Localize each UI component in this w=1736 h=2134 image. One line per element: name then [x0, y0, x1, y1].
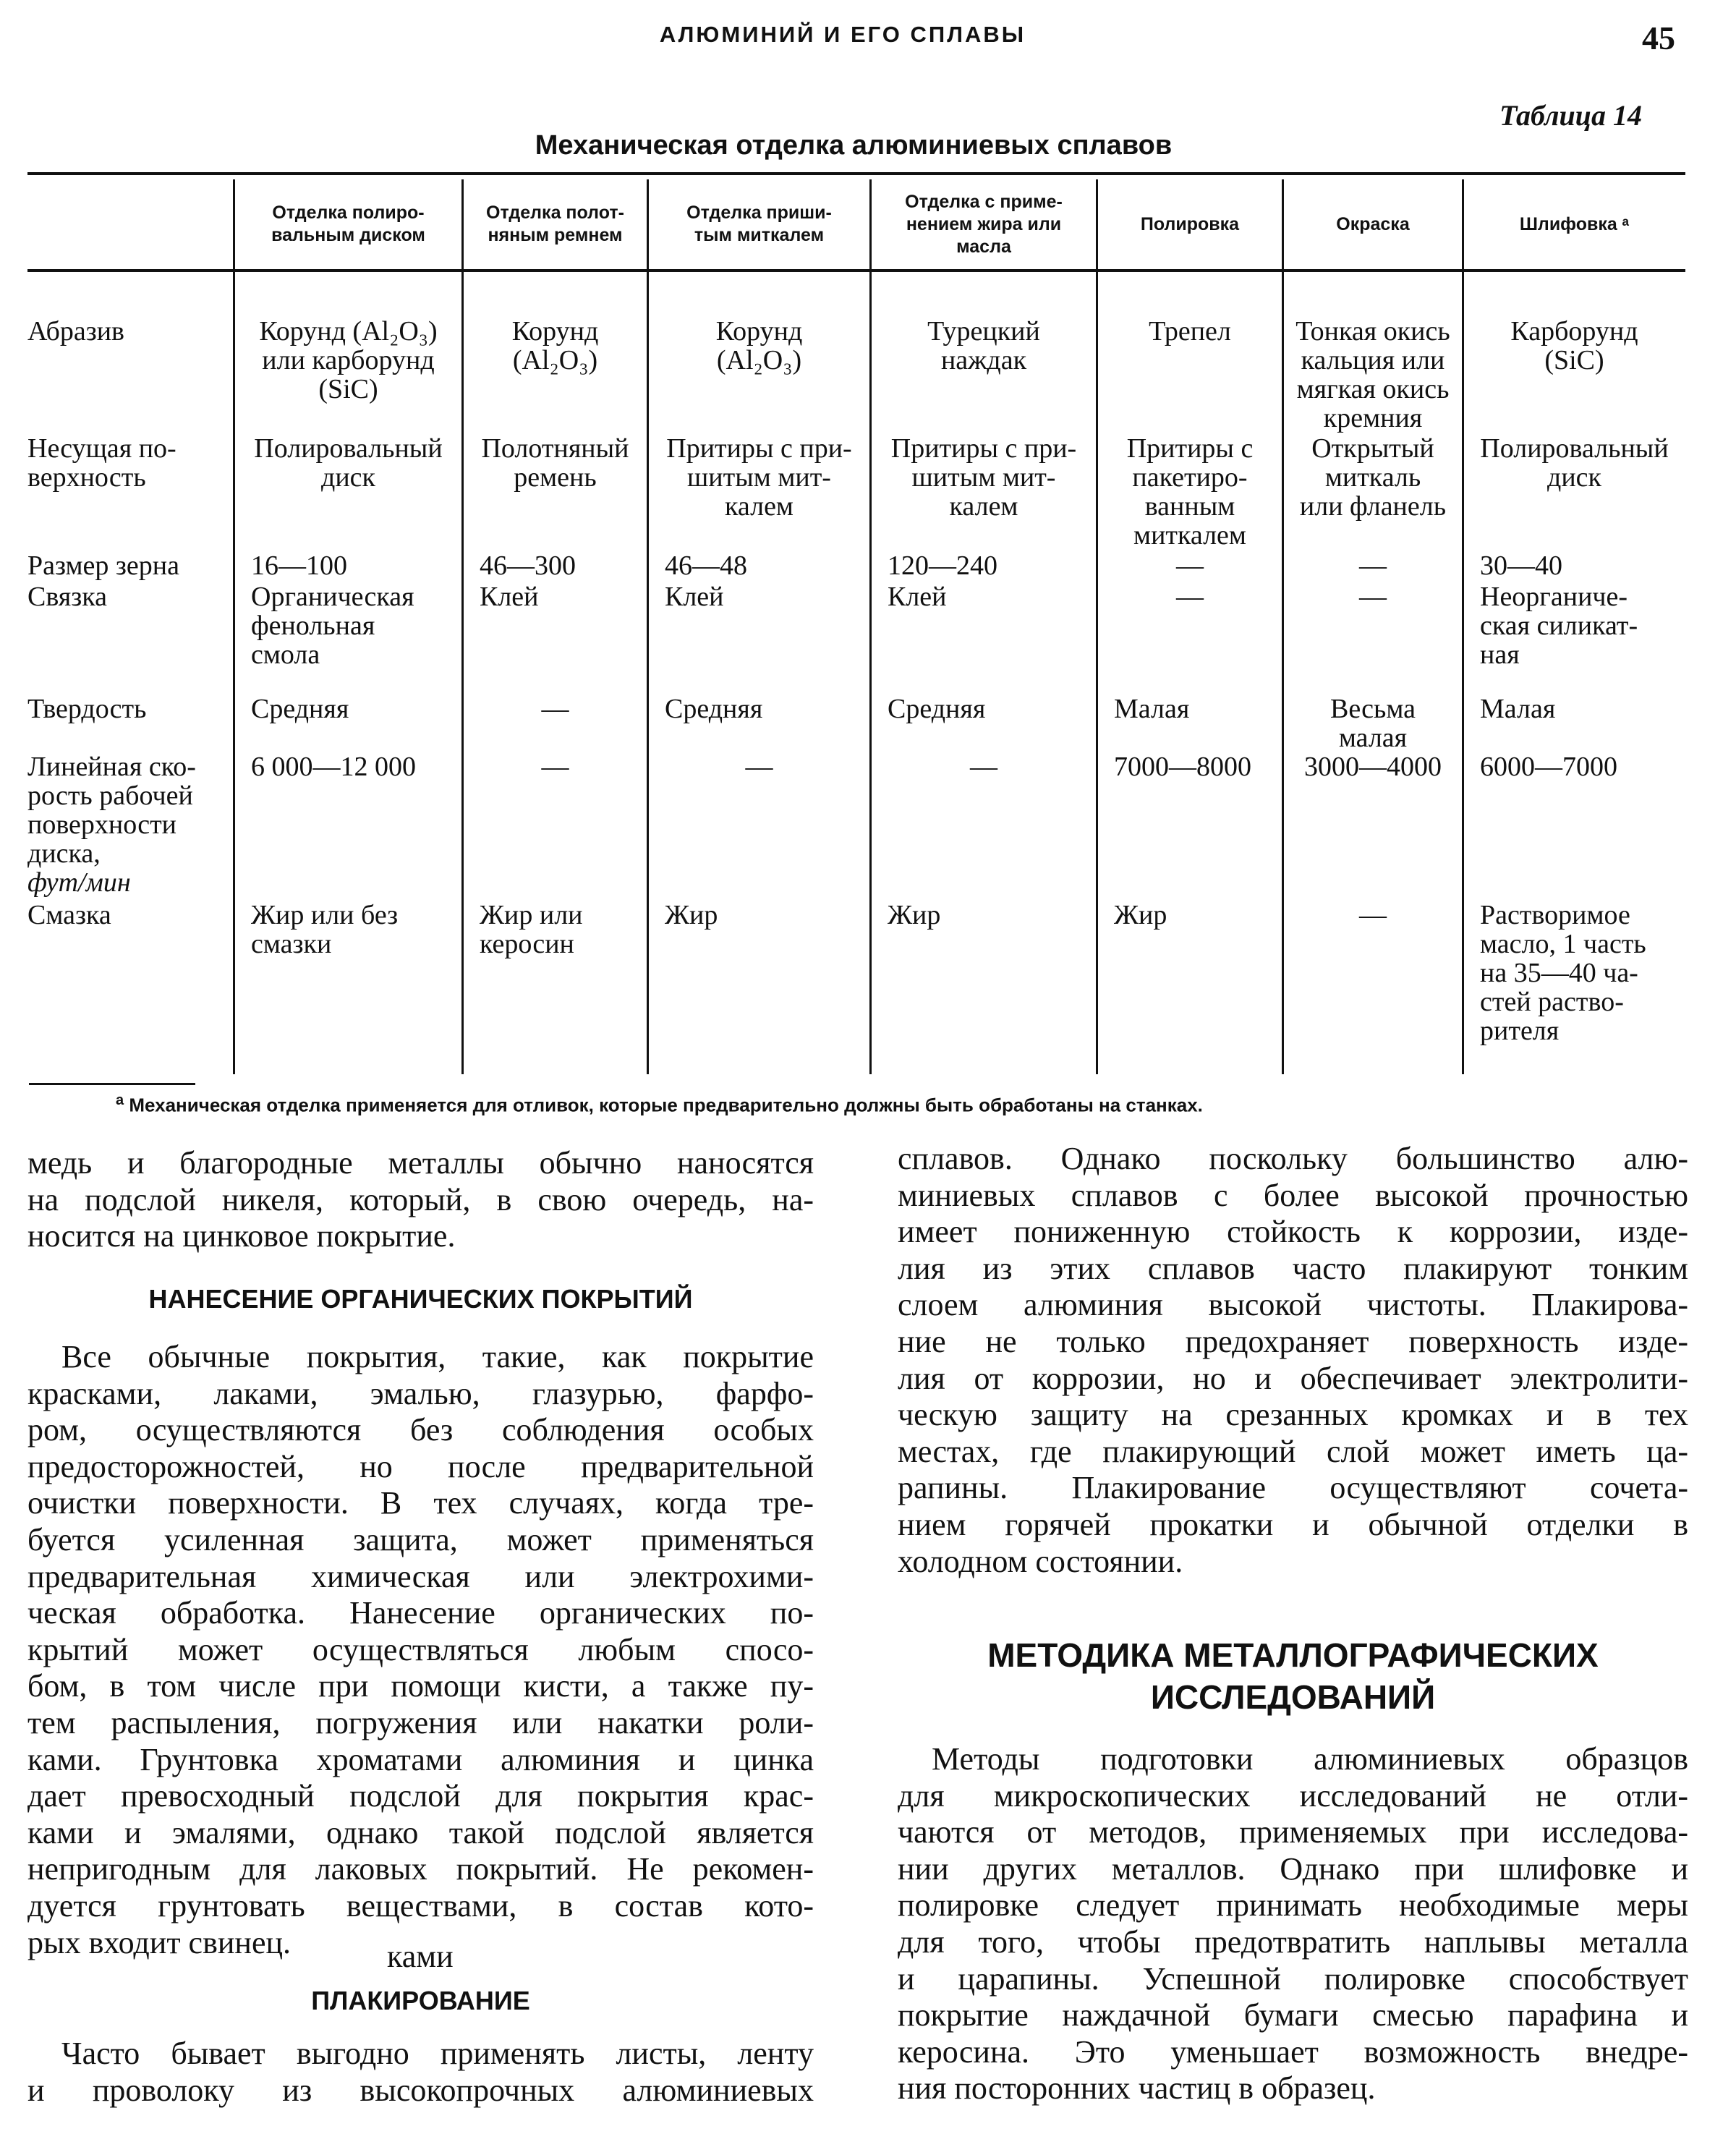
text-line: предварительная химическая или электрохими-	[27, 1559, 814, 1594]
table-cell: Карборунд (SiC)	[1510, 316, 1638, 375]
text-line: рых входит свинец.	[27, 1925, 292, 1960]
table-number: Таблица 14	[1499, 99, 1642, 132]
column-header: Полировка	[1140, 213, 1240, 234]
table-cell: Жир	[1114, 900, 1167, 930]
table-cell: —	[1359, 900, 1387, 930]
table-title: Механическая отделка алюминиевых сплавов	[535, 130, 1173, 161]
text-line: предосторожностей, но после предварительной	[27, 1449, 814, 1484]
table-cell: Корунд (Al₂O₃)	[511, 316, 599, 375]
text-line: и царапины. Успешной полировке способствует	[898, 1961, 1688, 1997]
table-cell: Трепел	[1149, 316, 1231, 347]
table-cell: —	[745, 752, 773, 782]
column-divider	[1282, 179, 1284, 1074]
table-top-rule	[27, 172, 1685, 175]
table-cell: 3000—4000	[1304, 752, 1442, 782]
table-cell: Притиры с при- шитым мит- калем	[890, 433, 1077, 522]
text-line: ром, осуществляются без соблюдения особых	[27, 1412, 814, 1448]
table-cell: —	[970, 752, 997, 782]
row-label	[27, 582, 233, 611]
text-line: Все обычные покрытия, такие, как покрытие	[61, 1339, 814, 1374]
text-line: тем распыления, погружения или накатки роли-	[27, 1705, 814, 1740]
table-cell: Турецкий наждак	[927, 316, 1040, 375]
table-cell: Жир	[888, 900, 941, 930]
row-label-text: Твердость	[27, 694, 147, 724]
table-cell: Органическая фенольная смола	[251, 582, 414, 670]
text-line: буется усиленная защита, может применяться	[27, 1522, 814, 1557]
text-line: нием горячей прокатки и обычной отделки в	[898, 1507, 1688, 1542]
column-header: Окраска	[1336, 213, 1410, 234]
text-line: медь и благородные металлы обычно наносятся	[27, 1145, 814, 1181]
table-cell: —	[541, 694, 569, 724]
text-line: лия от коррозии, но и обеспечивает электролити-	[898, 1361, 1688, 1396]
text-line: ческую защиту на срезанных кромках и в тех	[898, 1397, 1688, 1432]
text-line: Часто бывает выгодно применять листы, ленту	[61, 2036, 814, 2071]
table-cell: Клей	[665, 582, 724, 612]
row-label	[27, 317, 233, 346]
table-cell: Малая	[1114, 694, 1190, 724]
row-label	[27, 694, 233, 723]
column-divider	[1096, 179, 1098, 1074]
text-line: дуется грунтовать веществами, в состав кото-	[27, 1888, 814, 1923]
table-cell: Средняя	[888, 694, 986, 724]
text-line: Методы подготовки алюминиевых образцов	[932, 1741, 1688, 1777]
row-label	[27, 752, 233, 897]
section-heading: ПЛАКИРОВАНИЕ	[311, 1986, 530, 2015]
text-line: нии других металлов. Однако при шлифовке и	[898, 1851, 1688, 1887]
table-cell: 120—240	[888, 550, 997, 581]
row-label-text: Абразив	[27, 316, 125, 347]
table-header-rule	[27, 269, 1685, 272]
table-cell: Корунд (Al₂O₃) или карборунд (SiC)	[259, 316, 438, 404]
chapter-heading: ИССЛЕДОВАНИЙ	[1150, 1678, 1436, 1716]
table-cell: Жир или без смазки	[251, 900, 399, 959]
table-cell: Малая	[1480, 694, 1556, 724]
table-cell: Притиры с при- шитым мит- калем	[666, 433, 852, 522]
table-cell: —	[1176, 582, 1204, 612]
table-cell: 6000—7000	[1480, 752, 1617, 782]
text-line: для микроскопических исследований не отли-	[898, 1778, 1688, 1814]
table-cell: Корунд (Al₂O₃)	[715, 316, 803, 375]
table-cell: —	[1176, 550, 1204, 581]
text-line: ками. Грунтовка хроматами алюминия и цинка	[27, 1742, 814, 1777]
table-cell: 16—100	[251, 550, 347, 581]
text-line: рапины. Плакирование осуществляют сочета-	[898, 1470, 1688, 1505]
column-header: Отделка с приме- нением жира или масла	[905, 191, 1063, 257]
table-cell: —	[1359, 550, 1387, 581]
text-line: ние не только предохраняет поверхность изде-	[898, 1324, 1688, 1359]
table-cell: Открытый миткаль или фланель	[1299, 433, 1447, 522]
text-line: холодном состоянии.	[898, 1544, 1183, 1579]
text-line: крытий может осуществляться любым спосо-	[27, 1632, 814, 1667]
table-cell: —	[541, 752, 569, 782]
table-cell: Средняя	[251, 694, 349, 724]
table-cell: Жир	[665, 900, 718, 930]
table-cell: 46—300	[480, 550, 576, 581]
table-cell: Жир или керосин	[480, 900, 583, 959]
row-label-text: Несущая по- верхность	[27, 433, 176, 493]
row-label-text: Смазка	[27, 900, 111, 930]
text-line: местах, где плакирующий слой может иметь ца-	[898, 1434, 1688, 1469]
row-label-text: Связка	[27, 582, 108, 612]
text-line: сплавов. Однако поскольку большинство алю-	[898, 1141, 1688, 1176]
row-label-unit: фут/мин	[27, 867, 131, 898]
text-line: бом, в том числе при помощи кисти, а также пу-	[27, 1668, 814, 1704]
row-label	[27, 901, 233, 930]
text-line: на подслой никеля, который, в свою очередь, на-	[27, 1182, 814, 1217]
table-cell: Растворимое масло, 1 часть на 35—40 ча- стей раство- рителя	[1480, 900, 1646, 1046]
section-heading: НАНЕСЕНИЕ ОРГАНИЧЕСКИХ ПОКРЫТИЙ	[148, 1284, 693, 1314]
table-footnote	[116, 1092, 1203, 1117]
table-cell: —	[1359, 582, 1387, 612]
text-line: покрытие наждачной бумаги смесью парафина и	[898, 1997, 1688, 2033]
text-line: непригодным для лаковых покрытий. Не рекомен-	[27, 1851, 814, 1887]
table-cell: Притиры с пакетиро- ванным миткалем	[1126, 433, 1254, 550]
table-cell: Клей	[888, 582, 947, 612]
row-label	[27, 434, 233, 492]
text-line: миниевых сплавов с более высокой прочностью	[898, 1178, 1688, 1213]
text-line: лия из этих сплавов часто плакируют тонким	[898, 1251, 1688, 1286]
text-line: ками и эмалями, однако такой подслой является	[27, 1815, 814, 1850]
column-header: Отделка полиро- вальным диском	[271, 203, 425, 245]
column-header: Отделка приши- тым миткалем	[686, 203, 832, 245]
row-label	[27, 551, 233, 580]
table-cell: Полировальный диск	[254, 433, 443, 493]
table-cell: 46—48	[665, 550, 747, 581]
text-line: ния посторонних частиц в образец.	[898, 2070, 1376, 2106]
text-line: красками, лаками, эмалью, глазурью, фарфо-	[27, 1376, 814, 1411]
text-line: имеет пониженную стойкость к коррозии, изде-	[898, 1214, 1688, 1249]
table-cell: Полировальный диск	[1480, 433, 1669, 493]
table-cell: Полотняный ремень	[481, 433, 629, 493]
text-line: и проволоку из высокопрочных алюминиевых	[27, 2073, 814, 2108]
table-cell: Весьма малая	[1329, 694, 1416, 753]
table-cell: Клей	[480, 582, 539, 612]
footnote-text: Механическая отделка применяется для отливок, которые предварительно должны быть обработаны на станках.	[129, 1094, 1203, 1116]
text-line: слоем алюминия высокой чистоты. Плакирова-	[898, 1287, 1688, 1322]
column-header: Отделка полот- няным ремнем	[486, 203, 624, 245]
table-cell: Средняя	[665, 694, 763, 724]
text-line: полировке следует принимать необходимые меры	[898, 1887, 1688, 1923]
table-cell: Тонкая окись кальция или мягкая окись кремния	[1295, 316, 1450, 433]
table-cell: 7000—8000	[1114, 752, 1251, 782]
text-line: очистки поверхности. В тех случаях, когда тре-	[27, 1485, 814, 1521]
table-cell: Неорганиче- ская силикат- ная	[1480, 582, 1638, 670]
footnote-mark: а	[116, 1092, 124, 1108]
page-number: 45	[1642, 20, 1675, 56]
text-line: ческая обработка. Нанесение органических по-	[27, 1595, 814, 1631]
column-divider	[869, 179, 872, 1074]
stray-text: ками	[387, 1939, 454, 1974]
table-cell: 30—40	[1480, 550, 1562, 581]
row-label-text: Линейная ско- рость рабочей поверхности диска,	[27, 752, 196, 869]
table-cell: 6 000—12 000	[251, 752, 416, 782]
column-header: Шлифовка ᵃ	[1519, 213, 1630, 234]
footnote-rule	[29, 1083, 195, 1085]
text-line: керосина. Это уменьшает возможность внедре-	[898, 2034, 1688, 2070]
chapter-heading: МЕТОДИКА МЕТАЛЛОГРАФИЧЕСКИХ	[987, 1636, 1599, 1674]
running-head: АЛЮМИНИЙ И ЕГО СПЛАВЫ	[659, 22, 1026, 47]
text-line: для того, чтобы предотвратить наплывы металла	[898, 1924, 1688, 1960]
column-divider	[647, 179, 649, 1074]
row-label-text: Размер зерна	[27, 550, 179, 581]
text-line: дает превосходный подслой для покрытия крас-	[27, 1778, 814, 1814]
text-line: чаются от методов, применяемых при исследова-	[898, 1814, 1688, 1850]
text-line: носится на цинковое покрытие.	[27, 1218, 456, 1254]
